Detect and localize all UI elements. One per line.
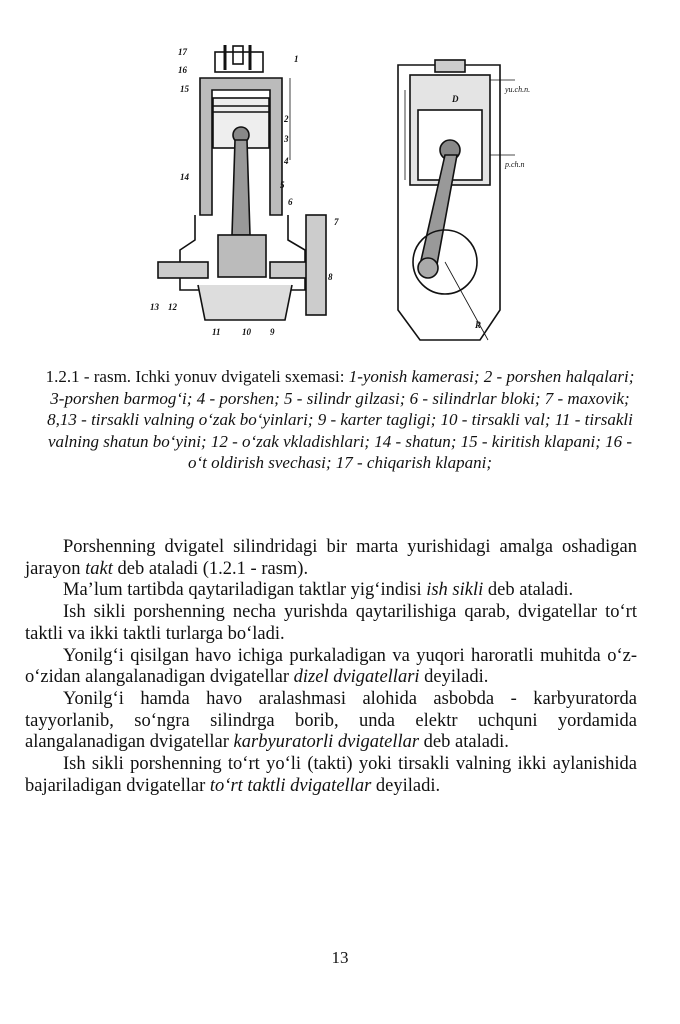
paragraph [25, 689, 637, 754]
text-run: Yonilg‘i qisilgan havo ichiga purkaladigan va yuqori haroratli muhitda o‘z-o‘zidan alangalanadigan dvigatellar [25, 645, 637, 688]
engine-diagram-figure [120, 40, 570, 362]
label-3: 3 [284, 134, 289, 144]
flywheel [306, 215, 326, 315]
text-run: deyiladi. [371, 775, 441, 796]
label-4: 4 [284, 156, 289, 166]
label-tdc: yu.ch.n. [505, 85, 531, 94]
label-17: 17 [178, 47, 187, 57]
label-14: 14 [180, 172, 189, 182]
label-11: 11 [212, 327, 221, 337]
label-15: 15 [180, 84, 189, 94]
term: ish sikli [426, 580, 484, 601]
label-5: 5 [280, 180, 285, 190]
figure-caption [40, 366, 640, 474]
body-text [25, 537, 637, 797]
caption-item: 11 - tirsakli valning shatun bo‘yini; [47, 410, 633, 451]
label-12: 12 [168, 302, 177, 312]
crank-pin [418, 258, 438, 278]
caption-item: 2 - porshen halqalari; [483, 367, 635, 386]
text-run: Ish sikli porshenning to‘rt yo‘li (takti) yoki tirsakli valning ikki aylanishida bajariladigan dvigatellar [25, 754, 637, 796]
label-2: 2 [284, 114, 289, 124]
caption-item: 5 - silindr gilzasi; [284, 388, 406, 408]
cylinder-head [215, 52, 263, 72]
caption-item: 3-porshen barmog‘i; [50, 388, 193, 408]
paragraph [25, 646, 637, 689]
caption-item: 10 - tirsakli val; [440, 410, 551, 429]
text-run: Ma’lum tartibda qaytariladigan taktlar yig‘indisi [63, 580, 427, 601]
term: dizel dvigatellari [293, 667, 420, 688]
caption-item: 16 - o‘t oldirish svechasi; [187, 431, 633, 472]
label-diameter: D [452, 94, 459, 104]
label-bdc: p.ch.n [505, 160, 525, 169]
engine-diagram-svg [120, 40, 570, 362]
caption-item: 15 - kiritish klapani; [460, 431, 601, 451]
caption-item: 17 - chiqarish klapani; [335, 453, 493, 472]
label-9: 9 [270, 327, 275, 337]
oil-pan [198, 285, 292, 320]
term: karbyuratorli dvigatellar [233, 732, 420, 753]
caption-item: 8,13 - tirsakli valning o‘zak bo‘yinlari; [47, 410, 314, 429]
caption-number: 1.2.1 - rasm. [45, 367, 132, 386]
head-top [435, 60, 465, 72]
paragraph [25, 580, 637, 602]
caption-item: 7 - maxovik; [544, 388, 630, 408]
paragraph [25, 754, 637, 797]
page-number: 13 [331, 948, 349, 967]
paragraph [25, 602, 637, 645]
paragraph [25, 537, 637, 580]
text-run: deb ataladi. [483, 580, 574, 601]
term: to‘rt taktli dvigatellar [209, 775, 372, 796]
spark-plug [233, 46, 243, 64]
label-8: 8 [328, 272, 333, 282]
label-13: 13 [150, 302, 159, 312]
label-7: 7 [334, 217, 339, 227]
term: takt [85, 558, 113, 579]
crank-throw [218, 235, 266, 277]
label-radius: R [475, 320, 482, 330]
caption-title: Ichki yonuv dvigateli sxemasi: [135, 367, 345, 386]
caption-item: 4 - porshen; [196, 388, 280, 408]
caption-item: 9 - karter tagligi; [317, 410, 437, 429]
text-run: deb ataladi (1.2.1 - rasm). [112, 558, 309, 579]
crankshaft-main-journal-left [158, 262, 208, 278]
text-run: Porshenning dvigatel silindridagi bir marta yurishidagi amalga oshadigan jarayon [25, 537, 637, 579]
text-run: Ish sikli porshenning necha yurishda qaytarilishiga qarab, dvigatellar to‘rt taktli va ikki taktli turlarga bo‘ladi. [25, 602, 637, 644]
connecting-rod [232, 140, 250, 235]
text-run: deyiladi. [419, 667, 489, 688]
caption-item: 12 - o‘zak vkladishlari; [210, 431, 370, 451]
radius-line [445, 262, 488, 340]
label-1: 1 [294, 54, 299, 64]
crankshaft-main-journal-right [270, 262, 310, 278]
caption-item: 14 - shatun; [374, 431, 457, 451]
label-10: 10 [242, 327, 251, 337]
text-run: deb ataladi. [419, 732, 509, 753]
caption-item: 1-yonish kamerasi; [348, 367, 480, 386]
caption-item: 6 - silindrlar bloki; [409, 388, 541, 408]
text-run: Yonilg‘i hamda havo aralashmasi alohida asbobda - karbyuratorda tayyorlanib, so‘ngra silindrga borib, unda elektr uchquni yordamida alangalanadigan dvigatellar [25, 688, 637, 753]
label-6: 6 [288, 197, 293, 207]
label-16: 16 [178, 65, 187, 75]
